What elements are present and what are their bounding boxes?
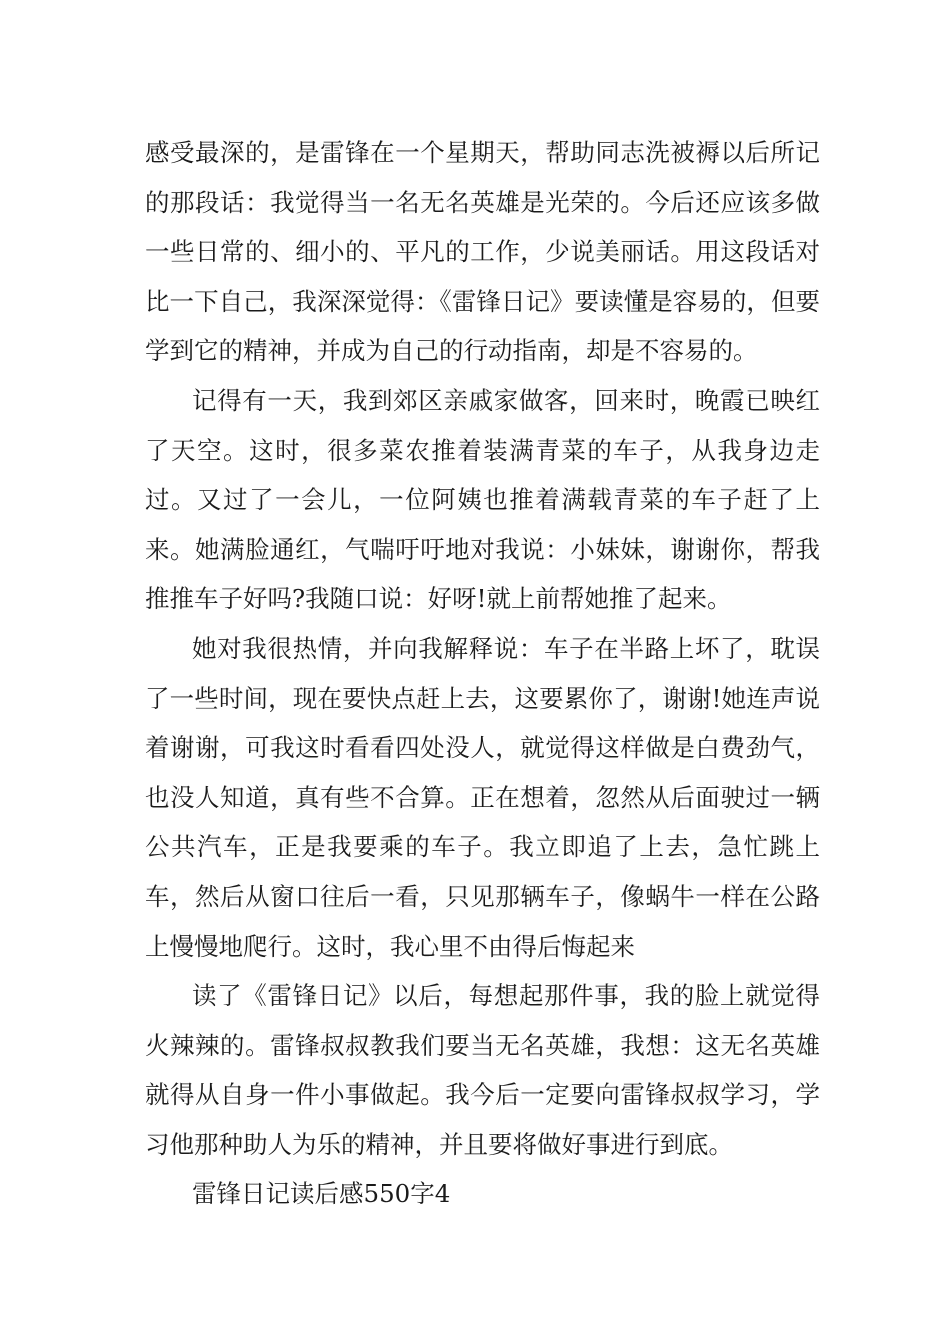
- section-heading: 雷锋日记读后感550字4: [192, 1179, 451, 1209]
- paragraph-4: 读了《雷锋日记》以后，每想起那件事，我的脸上就觉得火辣辣的。雷锋叔叔教我们要当无名英雄，我想：这无名英雄就得从自身一件小事做起。我今后一定要向雷锋叔叔学习，学习他那种助人为乐的精神，并且要将做好事进行到底。: [145, 981, 820, 1159]
- paragraph-3: 她对我很热情，并向我解释说：车子在半路上坏了，耽误了一些时间，现在要快点赶上去，这要累你了，谢谢!她连声说着谢谢，可我这时看看四处没人，就觉得这样做是白费劲气，也没人知道，真有些不合算。正在想着，忽然从后面驶过一辆公共汽车，正是我要乘的车子。我立即追了上去，急忙跳上车，然后从窗口往后一看，只见那辆车子，像蜗牛一样在公路上慢慢地爬行。这时，我心里不由得后悔起来: [145, 633, 820, 961]
- paragraph-1: 感受最深的，是雷锋在一个星期天，帮助同志洗被褥以后所记的那段话：我觉得当一名无名英雄是光荣的。今后还应该多做一些日常的、细小的、平凡的工作，少说美丽话。用这段话对比一下自己，我深深觉得：《雷锋日记》要读懂是容易的，但要学到它的精神，并成为自己的行动指南，却是不容易的。: [145, 138, 820, 366]
- paragraph-2: 记得有一天，我到郊区亲戚家做客，回来时，晚霞已映红了天空。这时，很多菜农推着装满青菜的车子，从我身边走过。又过了一会儿，一位阿姨也推着满载青菜的车子赶了上来。她满脸通红，气喘吁吁地对我说：小妹妹，谢谢你，帮我推推车子好吗?我随口说：好呀!就上前帮她推了起来。: [145, 385, 820, 614]
- document-body: [145, 128, 820, 1219]
